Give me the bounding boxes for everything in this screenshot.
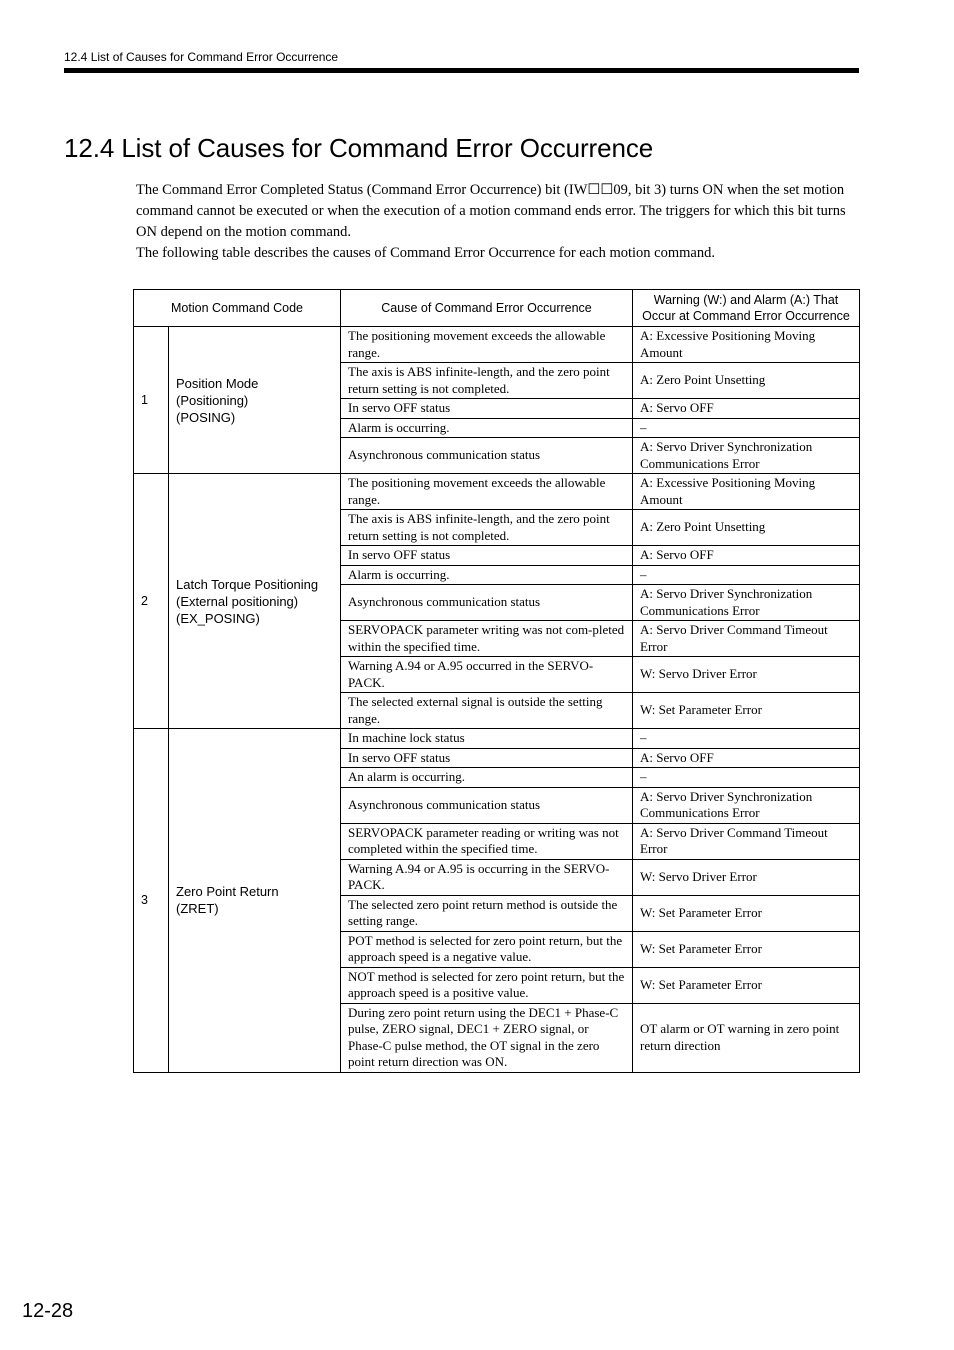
command-name bbox=[169, 327, 341, 474]
command-number: 2 bbox=[134, 474, 169, 729]
command-name-line: Zero Point Return bbox=[176, 884, 279, 900]
result-cell: A: Servo Driver Command Timeout Error bbox=[633, 823, 860, 859]
command-name-line: (POSING) bbox=[176, 409, 236, 425]
running-header: 12.4 List of Causes for Command Error Occurrence bbox=[64, 50, 339, 64]
table-row bbox=[134, 327, 860, 363]
result-cell: A: Zero Point Unsetting bbox=[633, 363, 860, 399]
cause-cell: NOT method is selected for zero point return, but the approach speed is a positive value. bbox=[341, 967, 633, 1003]
cause-cell: In servo OFF status bbox=[341, 546, 633, 566]
result-cell: W: Set Parameter Error bbox=[633, 895, 860, 931]
command-name bbox=[169, 729, 341, 1073]
command-name-line: (ZRET) bbox=[176, 901, 219, 917]
cause-cell: Warning A.94 or A.95 occurred in the SERVO-PACK. bbox=[341, 657, 633, 693]
result-cell: – bbox=[633, 729, 860, 749]
intro-paragraph-2: The following table describes the causes of Command Error Occurrence for each motion command. bbox=[136, 245, 715, 261]
table-header-row bbox=[134, 290, 860, 327]
header-motion-command-code: Motion Command Code bbox=[134, 290, 341, 327]
command-name bbox=[169, 474, 341, 729]
cause-cell: The axis is ABS infinite-length, and the zero point return setting is not completed. bbox=[341, 363, 633, 399]
intro-text bbox=[136, 180, 859, 264]
cause-cell: In servo OFF status bbox=[341, 399, 633, 419]
cause-cell: During zero point return using the DEC1 + Phase-C pulse, ZERO signal, DEC1 + ZERO signal, or Phase-C pulse method, the OT signal in the zero point return direction was ON. bbox=[341, 1003, 633, 1072]
section-title: 12.4 List of Causes for Command Error Occurrence bbox=[64, 133, 654, 163]
result-cell: A: Excessive Positioning Moving Amount bbox=[633, 327, 860, 363]
result-cell: A: Servo Driver Command Timeout Error bbox=[633, 621, 860, 657]
command-number: 3 bbox=[134, 729, 169, 1073]
header-rule bbox=[64, 68, 859, 73]
header-warning-alarm: Warning (W:) and Alarm (A:) That Occur at Command Error Occurrence bbox=[633, 290, 860, 327]
result-cell: A: Servo Driver Synchronization Communications Error bbox=[633, 787, 860, 823]
cause-cell: Asynchronous communication status bbox=[341, 438, 633, 474]
cause-cell: An alarm is occurring. bbox=[341, 768, 633, 788]
result-cell: A: Servo OFF bbox=[633, 748, 860, 768]
result-cell: W: Set Parameter Error bbox=[633, 967, 860, 1003]
result-cell: W: Servo Driver Error bbox=[633, 859, 860, 895]
result-cell: OT alarm or OT warning in zero point return direction bbox=[633, 1003, 860, 1072]
cause-cell: The selected zero point return method is outside the setting range. bbox=[341, 895, 633, 931]
header-cause: Cause of Command Error Occurrence bbox=[341, 290, 633, 327]
command-name-line: Position Mode bbox=[176, 375, 259, 391]
cause-cell: The positioning movement exceeds the allowable range. bbox=[341, 474, 633, 510]
result-cell: – bbox=[633, 418, 860, 438]
result-cell: – bbox=[633, 565, 860, 585]
command-name-line: (Positioning) bbox=[176, 392, 249, 408]
cause-cell: Warning A.94 or A.95 is occurring in the SERVO-PACK. bbox=[341, 859, 633, 895]
cause-cell: SERVOPACK parameter reading or writing was not completed within the specified time. bbox=[341, 823, 633, 859]
table-row bbox=[134, 474, 860, 510]
command-name-line: Latch Torque Positioning bbox=[176, 576, 319, 592]
cause-cell: POT method is selected for zero point return, but the approach speed is a negative value. bbox=[341, 931, 633, 967]
cause-cell: Alarm is occurring. bbox=[341, 565, 633, 585]
cause-cell: The selected external signal is outside the setting range. bbox=[341, 693, 633, 729]
result-cell: A: Servo Driver Synchronization Communications Error bbox=[633, 585, 860, 621]
command-error-causes-table bbox=[133, 289, 860, 1073]
page-number: 12-28 bbox=[22, 1300, 74, 1322]
cause-cell: Alarm is occurring. bbox=[341, 418, 633, 438]
result-cell: A: Servo OFF bbox=[633, 546, 860, 566]
result-cell: – bbox=[633, 768, 860, 788]
command-number: 1 bbox=[134, 327, 169, 474]
cause-cell: Asynchronous communication status bbox=[341, 787, 633, 823]
result-cell: A: Servo Driver Synchronization Communications Error bbox=[633, 438, 860, 474]
cause-cell: In machine lock status bbox=[341, 729, 633, 749]
result-cell: A: Excessive Positioning Moving Amount bbox=[633, 474, 860, 510]
command-name-line: (External positioning) bbox=[176, 593, 299, 609]
cause-cell: The axis is ABS infinite-length, and the zero point return setting is not completed. bbox=[341, 510, 633, 546]
cause-cell: Asynchronous communication status bbox=[341, 585, 633, 621]
cause-cell: SERVOPACK parameter writing was not com-pleted within the specified time. bbox=[341, 621, 633, 657]
result-cell: A: Zero Point Unsetting bbox=[633, 510, 860, 546]
cause-cell: In servo OFF status bbox=[341, 748, 633, 768]
result-cell: W: Set Parameter Error bbox=[633, 693, 860, 729]
command-name-line: (EX_POSING) bbox=[176, 610, 260, 626]
cause-cell: The positioning movement exceeds the allowable range. bbox=[341, 327, 633, 363]
result-cell: A: Servo OFF bbox=[633, 399, 860, 419]
result-cell: W: Servo Driver Error bbox=[633, 657, 860, 693]
result-cell: W: Set Parameter Error bbox=[633, 931, 860, 967]
intro-paragraph-1: The Command Error Completed Status (Command Error Occurrence) bit (IW☐☐09, bit 3) turns ON when the set motion command cannot be executed or when the execution of a motion command ends error. The triggers for which this bit turns ON depend on the motion command. bbox=[136, 182, 846, 240]
table-row bbox=[134, 729, 860, 749]
